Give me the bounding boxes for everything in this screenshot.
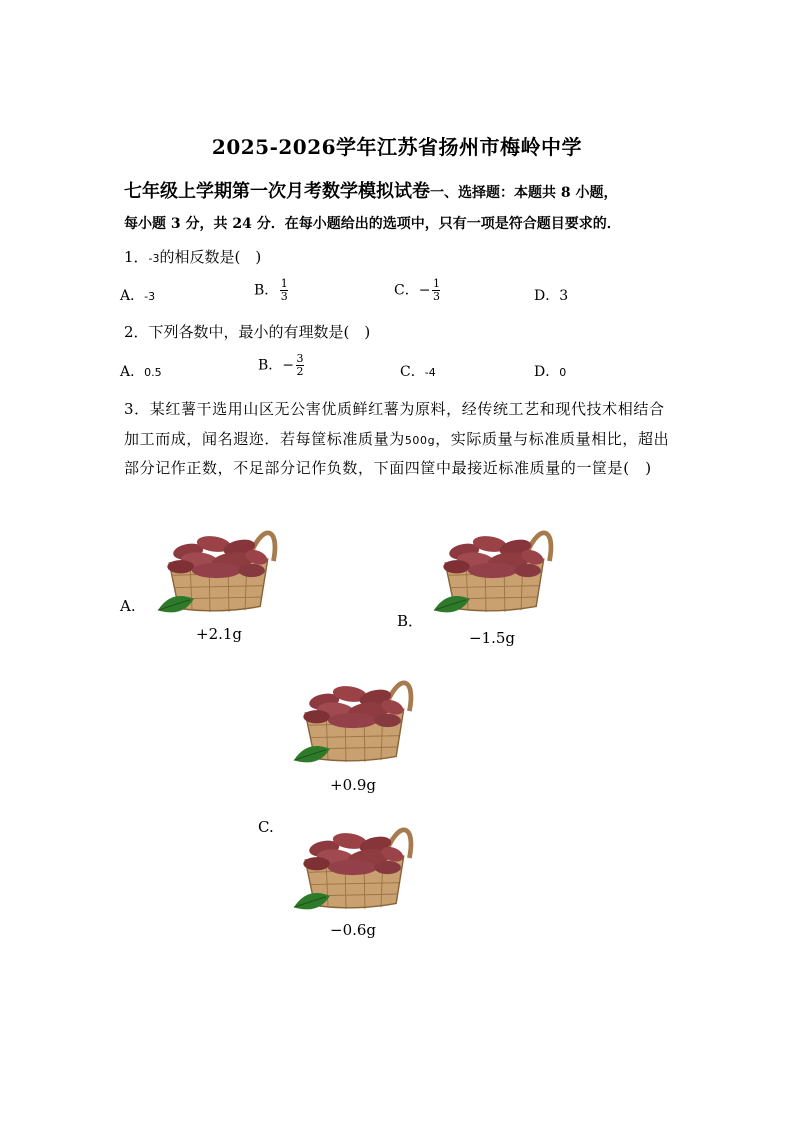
sweet-potato-basket-icon[interactable] (432, 518, 557, 623)
question-number: 1． (124, 248, 149, 266)
option-value: 0.5 (144, 366, 162, 379)
question-1-stem: 的相反数是( ) (159, 248, 262, 266)
question-1 (124, 246, 261, 267)
option-value: 3 (559, 288, 569, 304)
option-letter: D． (534, 288, 560, 304)
numerator: 1 (432, 277, 440, 290)
question-3-line-1 (124, 398, 665, 419)
minus-sign: − (418, 282, 431, 299)
question-2 (124, 321, 370, 342)
section-instructions: 每小题 3 分，共 24 分．在每小题给出的选项中，只有一项是符合题目要求的． (124, 216, 621, 232)
section-heading: 一、选择题：本题共 8 小题， (430, 185, 618, 201)
q2-option-a[interactable] (120, 361, 162, 381)
standard-mass-value: 500g (404, 434, 436, 447)
fraction (296, 353, 304, 378)
option-letter: A． (120, 288, 145, 304)
q3-option-b-label: −1.5g (469, 629, 516, 647)
sweet-potato-basket-icon[interactable] (292, 668, 417, 773)
q2-option-b[interactable] (258, 353, 304, 378)
minus-sign: − (282, 357, 295, 374)
question-3-stem: ，实际质量与标准质量相比，超出 (435, 430, 670, 448)
q3-option-b-letter[interactable]: B． (397, 612, 424, 630)
question-number: 3． (124, 400, 150, 418)
q3-option-a-letter[interactable]: A. (120, 597, 136, 615)
option-letter: A． (120, 364, 145, 380)
option-value: 0 (559, 366, 567, 379)
question-3-line-3: 部分记作正数，不足部分记作负数，下面四筐中最接近标准质量的一筐是( ) (124, 459, 652, 477)
numerator: 1 (280, 277, 288, 290)
question-3-stem: 某红薯干选用山区无公害优质鲜红薯为原料，经传统工艺和现代技术相结合 (149, 400, 665, 418)
sweet-potato-basket-icon[interactable] (156, 518, 281, 623)
option-value: -4 (424, 366, 436, 379)
q2-option-d[interactable] (534, 361, 566, 381)
question-1-number-value: -3 (148, 252, 160, 265)
numerator: 3 (296, 352, 304, 365)
option-letter: B． (254, 282, 279, 299)
q1-option-b[interactable] (254, 278, 288, 303)
denominator: 2 (296, 365, 304, 378)
q1-option-d[interactable] (534, 285, 568, 305)
page-title: 2025-2026学年江苏省扬州市梅岭中学 (211, 135, 583, 159)
question-2-stem: 下列各数中，最小的有理数是( ) (148, 323, 371, 341)
q2-option-c[interactable] (400, 361, 436, 381)
subtitle-main: 七年级上学期第一次月考数学模拟试卷 (124, 181, 430, 202)
q1-option-a[interactable] (120, 285, 155, 305)
question-3-line-2 (124, 428, 669, 449)
option-value: -3 (144, 290, 156, 303)
q1-option-c[interactable] (394, 278, 440, 303)
sweet-potato-basket-icon[interactable] (292, 815, 417, 920)
q3-basket-3-label: +0.9g (330, 776, 377, 794)
option-letter: D． (534, 364, 560, 380)
option-letter: C． (400, 364, 425, 380)
exam-subtitle (124, 177, 618, 203)
q3-option-c-label: −0.6g (330, 921, 377, 939)
option-letter: C． (394, 282, 419, 299)
q3-option-c-letter[interactable]: C. (258, 818, 274, 836)
denominator: 3 (280, 290, 288, 303)
fraction (432, 278, 440, 303)
fraction (280, 278, 288, 303)
question-number: 2． (124, 323, 149, 341)
q3-option-a-label: +2.1g (196, 625, 243, 643)
denominator: 3 (432, 290, 440, 303)
question-3-stem: 加工而成，闻名遐迩．若每筐标准质量为 (124, 430, 405, 448)
option-letter: B． (258, 357, 283, 374)
